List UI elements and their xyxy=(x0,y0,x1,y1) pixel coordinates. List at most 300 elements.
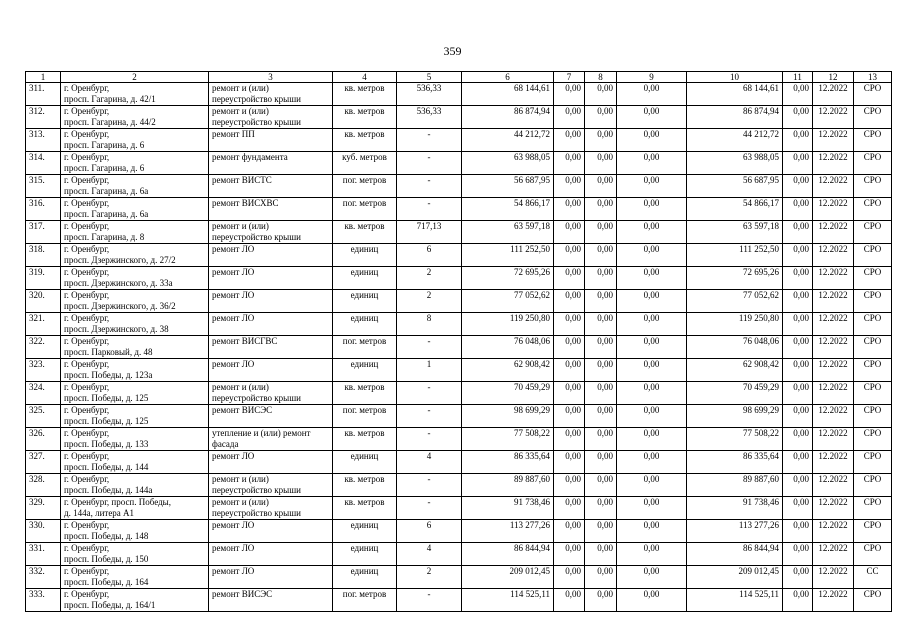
cell-quantity: 536,33 xyxy=(397,106,462,129)
cell-unit: единиц xyxy=(333,359,397,382)
cell-unit: единиц xyxy=(333,244,397,267)
cell-funding-method: СРО xyxy=(854,290,892,313)
address-line: просп. Гагарина, д. 44/2 xyxy=(64,117,156,127)
work-type-line: ремонт ЛО xyxy=(212,244,255,254)
cell-col8-value: 0,00 xyxy=(585,290,617,313)
cell-quantity: 6 xyxy=(397,520,462,543)
address-line: просп. Дзержинского, д. 38 xyxy=(64,324,169,334)
cell-col11-value: 0,00 xyxy=(783,359,813,382)
table-row xyxy=(26,382,892,405)
table-row xyxy=(26,129,892,152)
cell-row-number: 331. xyxy=(26,543,61,566)
cell-col9-value: 0,00 xyxy=(617,198,687,221)
cell-unit: кв. метров xyxy=(333,497,397,520)
work-type-line: ремонт фундамента xyxy=(212,152,288,162)
cell-col11-value: 0,00 xyxy=(783,520,813,543)
address-line: г. Оренбург, xyxy=(64,474,110,484)
cell-unit: пог. метров xyxy=(333,175,397,198)
cell-total-cost: 209 012,45 xyxy=(462,566,554,589)
address-line: г. Оренбург, xyxy=(64,566,110,576)
cell-row-number: 318. xyxy=(26,244,61,267)
table-row xyxy=(26,313,892,336)
page-number: 359 xyxy=(443,44,462,58)
cell-funding-method: СРО xyxy=(854,497,892,520)
cell-address xyxy=(61,520,209,543)
cell-unit: единиц xyxy=(333,451,397,474)
cell-address xyxy=(61,543,209,566)
cell-col10-value: 77 052,62 xyxy=(687,290,783,313)
cell-col9-value: 0,00 xyxy=(617,106,687,129)
cell-address xyxy=(61,267,209,290)
cell-total-cost: 62 908,42 xyxy=(462,359,554,382)
work-type-line: ремонт ЛО xyxy=(212,313,255,323)
cell-col8-value: 0,00 xyxy=(585,520,617,543)
cell-completion-date: 12.2022 xyxy=(813,497,854,520)
address-line: г. Оренбург, xyxy=(64,589,110,599)
work-type-line: ремонт и (или) xyxy=(212,221,269,231)
cell-funding-method: СС xyxy=(854,566,892,589)
work-type-line: переустройство крыши xyxy=(212,94,301,104)
cell-col9-value: 0,00 xyxy=(617,451,687,474)
cell-col7-value: 0,00 xyxy=(554,382,585,405)
cell-col9-value: 0,00 xyxy=(617,497,687,520)
cell-total-cost: 68 144,61 xyxy=(462,83,554,106)
cell-col10-value: 91 738,46 xyxy=(687,497,783,520)
cell-col8-value: 0,00 xyxy=(585,221,617,244)
cell-unit: пог. метров xyxy=(333,589,397,612)
work-type-line: ремонт ЛО xyxy=(212,359,255,369)
work-type-line: ремонт и (или) xyxy=(212,382,269,392)
cell-quantity: - xyxy=(397,428,462,451)
table-row xyxy=(26,405,892,428)
work-type-line: ремонт ЛО xyxy=(212,290,255,300)
cell-col7-value: 0,00 xyxy=(554,152,585,175)
cell-quantity: - xyxy=(397,129,462,152)
cell-completion-date: 12.2022 xyxy=(813,106,854,129)
cell-col10-value: 68 144,61 xyxy=(687,83,783,106)
cell-col10-value: 54 866,17 xyxy=(687,198,783,221)
cell-funding-method: СРО xyxy=(854,520,892,543)
cell-work-type xyxy=(209,543,333,566)
cell-col8-value: 0,00 xyxy=(585,566,617,589)
cell-funding-method: СРО xyxy=(854,221,892,244)
cell-unit: куб. метров xyxy=(333,152,397,175)
cell-quantity: 6 xyxy=(397,244,462,267)
table-row xyxy=(26,359,892,382)
cell-col11-value: 0,00 xyxy=(783,175,813,198)
cell-col9-value: 0,00 xyxy=(617,336,687,359)
address-line: д. 144а, литера А1 xyxy=(64,508,135,518)
cell-total-cost: 111 252,50 xyxy=(462,244,554,267)
table-row xyxy=(26,221,892,244)
cell-col8-value: 0,00 xyxy=(585,359,617,382)
cell-row-number: 333. xyxy=(26,589,61,612)
cell-address xyxy=(61,290,209,313)
cell-col7-value: 0,00 xyxy=(554,83,585,106)
cell-col10-value: 119 250,80 xyxy=(687,313,783,336)
cell-unit: единиц xyxy=(333,566,397,589)
cell-work-type xyxy=(209,244,333,267)
cell-funding-method: СРО xyxy=(854,83,892,106)
cell-quantity: - xyxy=(397,175,462,198)
cell-row-number: 328. xyxy=(26,474,61,497)
cell-col10-value: 62 908,42 xyxy=(687,359,783,382)
cell-unit: кв. метров xyxy=(333,106,397,129)
cell-col10-value: 72 695,26 xyxy=(687,267,783,290)
cell-quantity: 4 xyxy=(397,543,462,566)
address-line: просп. Дзержинского, д. 27/2 xyxy=(64,255,176,265)
cell-completion-date: 12.2022 xyxy=(813,543,854,566)
address-line: г. Оренбург, xyxy=(64,313,110,323)
column-header-12: 12 xyxy=(813,72,854,83)
address-line: г. Оренбург, xyxy=(64,106,110,116)
cell-completion-date: 12.2022 xyxy=(813,359,854,382)
address-line: г. Оренбург, xyxy=(64,267,110,277)
cell-col9-value: 0,00 xyxy=(617,244,687,267)
cell-funding-method: СРО xyxy=(854,152,892,175)
cell-unit: единиц xyxy=(333,290,397,313)
cell-col9-value: 0,00 xyxy=(617,83,687,106)
cell-unit: кв. метров xyxy=(333,83,397,106)
cell-quantity: 2 xyxy=(397,566,462,589)
work-type-line: переустройство крыши xyxy=(212,117,301,127)
cell-work-type xyxy=(209,336,333,359)
table-row xyxy=(26,520,892,543)
address-line: просп. Гагарина, д. 6а xyxy=(64,209,149,219)
cell-col7-value: 0,00 xyxy=(554,175,585,198)
cell-funding-method: СРО xyxy=(854,106,892,129)
cell-address xyxy=(61,359,209,382)
cell-work-type xyxy=(209,152,333,175)
cell-quantity: - xyxy=(397,336,462,359)
address-line: г. Оренбург, xyxy=(64,428,110,438)
cell-funding-method: СРО xyxy=(854,129,892,152)
column-header-13: 13 xyxy=(854,72,892,83)
cell-address xyxy=(61,152,209,175)
cell-col9-value: 0,00 xyxy=(617,566,687,589)
cell-unit: кв. метров xyxy=(333,382,397,405)
cell-work-type xyxy=(209,267,333,290)
cell-col10-value: 113 277,26 xyxy=(687,520,783,543)
cell-col7-value: 0,00 xyxy=(554,106,585,129)
address-line: просп. Победы, д. 144 xyxy=(64,462,149,472)
cell-row-number: 330. xyxy=(26,520,61,543)
cell-col7-value: 0,00 xyxy=(554,405,585,428)
cell-col11-value: 0,00 xyxy=(783,382,813,405)
address-line: просп. Победы, д. 144а xyxy=(64,485,153,495)
cell-col9-value: 0,00 xyxy=(617,589,687,612)
cell-funding-method: СРО xyxy=(854,451,892,474)
cell-col11-value: 0,00 xyxy=(783,129,813,152)
table-row xyxy=(26,267,892,290)
cell-work-type xyxy=(209,382,333,405)
cell-col11-value: 0,00 xyxy=(783,244,813,267)
cell-col9-value: 0,00 xyxy=(617,405,687,428)
table-row xyxy=(26,198,892,221)
cell-quantity: 8 xyxy=(397,313,462,336)
cell-quantity: 1 xyxy=(397,359,462,382)
cell-work-type xyxy=(209,566,333,589)
cell-total-cost: 114 525,11 xyxy=(462,589,554,612)
cell-unit: единиц xyxy=(333,313,397,336)
cell-col7-value: 0,00 xyxy=(554,543,585,566)
cell-work-type xyxy=(209,451,333,474)
cell-col11-value: 0,00 xyxy=(783,336,813,359)
cell-col7-value: 0,00 xyxy=(554,497,585,520)
cell-col8-value: 0,00 xyxy=(585,589,617,612)
cell-unit: пог. метров xyxy=(333,405,397,428)
work-type-line: ремонт ЛО xyxy=(212,543,255,553)
cell-col11-value: 0,00 xyxy=(783,290,813,313)
cell-funding-method: СРО xyxy=(854,244,892,267)
cell-unit: пог. метров xyxy=(333,198,397,221)
address-line: г. Оренбург, xyxy=(64,175,110,185)
cell-work-type xyxy=(209,428,333,451)
column-header-10: 10 xyxy=(687,72,783,83)
work-type-line: ремонт ЛО xyxy=(212,520,255,530)
table-body xyxy=(26,83,892,612)
cell-col10-value: 76 048,06 xyxy=(687,336,783,359)
cell-completion-date: 12.2022 xyxy=(813,313,854,336)
cell-quantity: 2 xyxy=(397,267,462,290)
cell-col11-value: 0,00 xyxy=(783,451,813,474)
cell-total-cost: 76 048,06 xyxy=(462,336,554,359)
cell-col11-value: 0,00 xyxy=(783,152,813,175)
work-type-line: ремонт ВИСЭС xyxy=(212,405,273,415)
cell-col9-value: 0,00 xyxy=(617,290,687,313)
cell-col7-value: 0,00 xyxy=(554,129,585,152)
cell-unit: единиц xyxy=(333,543,397,566)
work-type-line: ремонт ВИСХВС xyxy=(212,198,279,208)
address-line: просп. Победы, д. 123а xyxy=(64,370,153,380)
cell-address xyxy=(61,428,209,451)
cell-work-type xyxy=(209,175,333,198)
cell-total-cost: 44 212,72 xyxy=(462,129,554,152)
cell-completion-date: 12.2022 xyxy=(813,382,854,405)
cell-col9-value: 0,00 xyxy=(617,152,687,175)
work-type-line: ремонт ЛО xyxy=(212,267,255,277)
cell-col7-value: 0,00 xyxy=(554,474,585,497)
cell-col8-value: 0,00 xyxy=(585,106,617,129)
cell-total-cost: 56 687,95 xyxy=(462,175,554,198)
cell-col11-value: 0,00 xyxy=(783,497,813,520)
column-header-7: 7 xyxy=(554,72,585,83)
cell-col8-value: 0,00 xyxy=(585,543,617,566)
cell-quantity: - xyxy=(397,589,462,612)
work-type-line: ремонт и (или) xyxy=(212,83,269,93)
cell-col11-value: 0,00 xyxy=(783,198,813,221)
cell-completion-date: 12.2022 xyxy=(813,267,854,290)
cell-funding-method: СРО xyxy=(854,313,892,336)
cell-col10-value: 70 459,29 xyxy=(687,382,783,405)
cell-total-cost: 63 988,05 xyxy=(462,152,554,175)
cell-quantity: - xyxy=(397,497,462,520)
cell-col10-value: 77 508,22 xyxy=(687,428,783,451)
cell-col7-value: 0,00 xyxy=(554,566,585,589)
cell-unit: пог. метров xyxy=(333,336,397,359)
cell-row-number: 324. xyxy=(26,382,61,405)
column-header-8: 8 xyxy=(585,72,617,83)
column-header-5: 5 xyxy=(397,72,462,83)
cell-col7-value: 0,00 xyxy=(554,221,585,244)
cell-col7-value: 0,00 xyxy=(554,313,585,336)
cell-unit: кв. метров xyxy=(333,428,397,451)
work-type-line: ремонт ВИСТС xyxy=(212,175,272,185)
cell-col9-value: 0,00 xyxy=(617,267,687,290)
cell-work-type xyxy=(209,520,333,543)
cell-row-number: 332. xyxy=(26,566,61,589)
cell-row-number: 313. xyxy=(26,129,61,152)
cell-col8-value: 0,00 xyxy=(585,152,617,175)
cell-completion-date: 12.2022 xyxy=(813,221,854,244)
cell-completion-date: 12.2022 xyxy=(813,566,854,589)
cell-address xyxy=(61,451,209,474)
cell-col11-value: 0,00 xyxy=(783,428,813,451)
address-line: просп. Победы, д. 125 xyxy=(64,416,149,426)
address-line: г. Оренбург, xyxy=(64,83,110,93)
cell-col7-value: 0,00 xyxy=(554,451,585,474)
cell-col10-value: 63 988,05 xyxy=(687,152,783,175)
cell-row-number: 326. xyxy=(26,428,61,451)
cell-col7-value: 0,00 xyxy=(554,198,585,221)
cell-col9-value: 0,00 xyxy=(617,359,687,382)
cell-row-number: 320. xyxy=(26,290,61,313)
cell-funding-method: СРО xyxy=(854,543,892,566)
cell-col9-value: 0,00 xyxy=(617,382,687,405)
work-type-line: переустройство крыши xyxy=(212,508,301,518)
work-type-line: ремонт и (или) xyxy=(212,497,269,507)
cell-col10-value: 114 525,11 xyxy=(687,589,783,612)
cell-total-cost: 86 874,94 xyxy=(462,106,554,129)
cell-quantity: 4 xyxy=(397,451,462,474)
cell-unit: кв. метров xyxy=(333,129,397,152)
table-row xyxy=(26,428,892,451)
cell-address xyxy=(61,129,209,152)
work-type-line: фасада xyxy=(212,439,239,449)
address-line: г. Оренбург, xyxy=(64,359,110,369)
address-line: г. Оренбург, xyxy=(64,290,110,300)
cell-col11-value: 0,00 xyxy=(783,474,813,497)
cell-funding-method: СРО xyxy=(854,405,892,428)
cell-col10-value: 86 844,94 xyxy=(687,543,783,566)
work-type-line: переустройство крыши xyxy=(212,393,301,403)
cell-col9-value: 0,00 xyxy=(617,520,687,543)
cell-col7-value: 0,00 xyxy=(554,267,585,290)
cell-address xyxy=(61,382,209,405)
address-line: просп. Гагарина, д. 8 xyxy=(64,232,145,242)
cell-completion-date: 12.2022 xyxy=(813,175,854,198)
address-line: г. Оренбург, xyxy=(64,221,110,231)
cell-quantity: 717,13 xyxy=(397,221,462,244)
cell-address xyxy=(61,589,209,612)
cell-col7-value: 0,00 xyxy=(554,359,585,382)
cell-row-number: 316. xyxy=(26,198,61,221)
cell-work-type xyxy=(209,313,333,336)
address-line: просп. Победы, д. 148 xyxy=(64,531,149,541)
cell-row-number: 314. xyxy=(26,152,61,175)
cell-completion-date: 12.2022 xyxy=(813,428,854,451)
cell-col8-value: 0,00 xyxy=(585,198,617,221)
cell-row-number: 312. xyxy=(26,106,61,129)
address-line: просп. Парковый, д. 48 xyxy=(64,347,153,357)
address-line: просп. Дзержинского, д. 33а xyxy=(64,278,173,288)
cell-col10-value: 111 252,50 xyxy=(687,244,783,267)
table-row xyxy=(26,336,892,359)
cell-total-cost: 70 459,29 xyxy=(462,382,554,405)
address-line: просп. Победы, д. 133 xyxy=(64,439,149,449)
cell-total-cost: 54 866,17 xyxy=(462,198,554,221)
cell-col11-value: 0,00 xyxy=(783,589,813,612)
cell-row-number: 322. xyxy=(26,336,61,359)
cell-col8-value: 0,00 xyxy=(585,428,617,451)
work-type-line: ремонт ВИСГВС xyxy=(212,336,278,346)
cell-address xyxy=(61,244,209,267)
cell-address xyxy=(61,336,209,359)
column-header-4: 4 xyxy=(333,72,397,83)
cell-completion-date: 12.2022 xyxy=(813,405,854,428)
cell-col9-value: 0,00 xyxy=(617,543,687,566)
cell-completion-date: 12.2022 xyxy=(813,198,854,221)
cell-unit: кв. метров xyxy=(333,221,397,244)
cell-col8-value: 0,00 xyxy=(585,382,617,405)
cell-funding-method: СРО xyxy=(854,336,892,359)
table-row xyxy=(26,451,892,474)
cell-funding-method: СРО xyxy=(854,198,892,221)
cell-col11-value: 0,00 xyxy=(783,313,813,336)
cell-work-type xyxy=(209,129,333,152)
address-line: г. Оренбург, просп. Победы, xyxy=(64,497,171,507)
cell-col7-value: 0,00 xyxy=(554,336,585,359)
work-type-line: ремонт и (или) xyxy=(212,106,269,116)
work-type-line: ремонт ВИСЭС xyxy=(212,589,273,599)
cell-col10-value: 56 687,95 xyxy=(687,175,783,198)
cell-row-number: 325. xyxy=(26,405,61,428)
address-line: просп. Дзержинского, д. 36/2 xyxy=(64,301,176,311)
cell-row-number: 315. xyxy=(26,175,61,198)
cell-col8-value: 0,00 xyxy=(585,129,617,152)
cell-quantity: 536,33 xyxy=(397,83,462,106)
cell-col8-value: 0,00 xyxy=(585,175,617,198)
cell-total-cost: 91 738,46 xyxy=(462,497,554,520)
cell-total-cost: 119 250,80 xyxy=(462,313,554,336)
cell-col8-value: 0,00 xyxy=(585,267,617,290)
cell-col10-value: 86 874,94 xyxy=(687,106,783,129)
cell-total-cost: 63 597,18 xyxy=(462,221,554,244)
cell-quantity: - xyxy=(397,405,462,428)
cell-work-type xyxy=(209,290,333,313)
cell-col10-value: 44 212,72 xyxy=(687,129,783,152)
cell-work-type xyxy=(209,474,333,497)
column-header-2: 2 xyxy=(61,72,209,83)
cell-col9-value: 0,00 xyxy=(617,175,687,198)
address-line: просп. Победы, д. 164 xyxy=(64,577,149,587)
address-line: г. Оренбург, xyxy=(64,405,110,415)
cell-work-type xyxy=(209,405,333,428)
table-row xyxy=(26,152,892,175)
cell-row-number: 329. xyxy=(26,497,61,520)
cell-completion-date: 12.2022 xyxy=(813,290,854,313)
cell-col10-value: 98 699,29 xyxy=(687,405,783,428)
column-number-row xyxy=(26,72,892,83)
cell-col10-value: 86 335,64 xyxy=(687,451,783,474)
cell-quantity: - xyxy=(397,152,462,175)
cell-funding-method: СРО xyxy=(854,382,892,405)
cell-quantity: - xyxy=(397,382,462,405)
cell-address xyxy=(61,106,209,129)
cell-total-cost: 86 844,94 xyxy=(462,543,554,566)
cell-col9-value: 0,00 xyxy=(617,129,687,152)
cell-col9-value: 0,00 xyxy=(617,221,687,244)
